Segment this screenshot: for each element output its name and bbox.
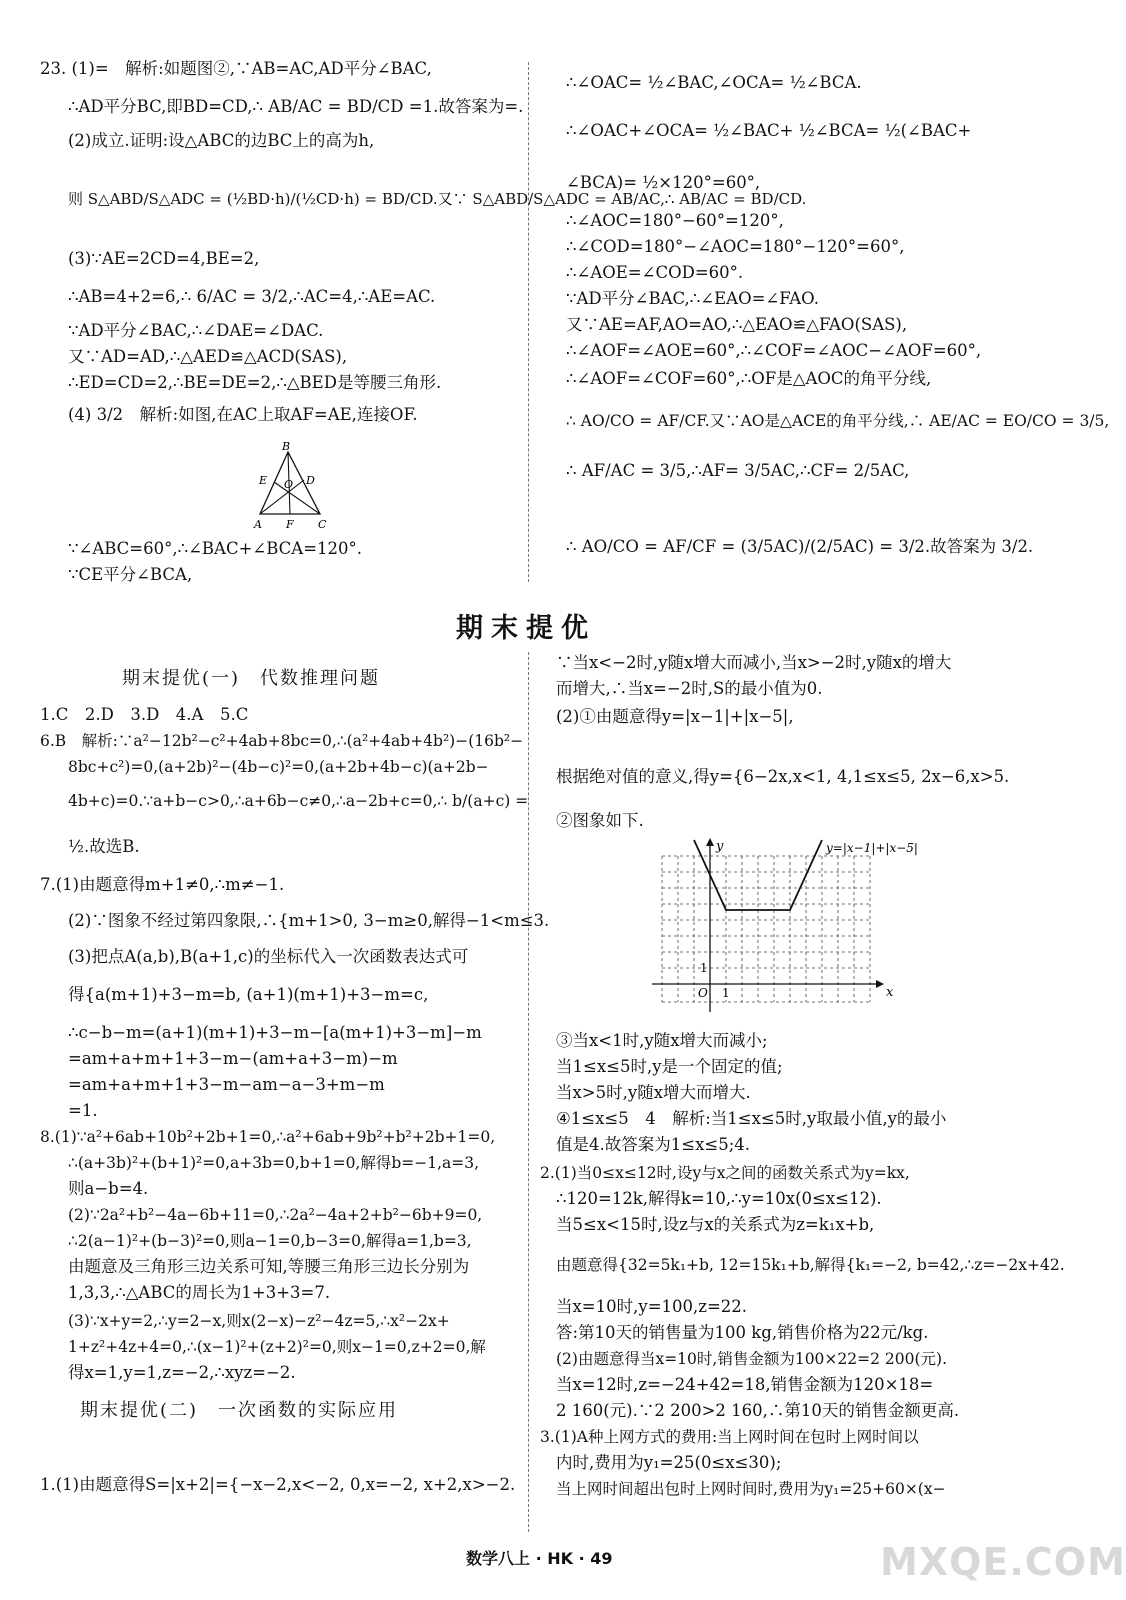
text-line: (2)∵图象不经过第四象限,∴{m+1>0, 3−m≥0,解得−1<m≤3. <box>68 911 550 930</box>
text-line: (2)成立.证明:设△ABC的边BC上的高为h, <box>68 131 375 150</box>
text-line: 当1≤x≤5时,y是一个固定的值; <box>556 1057 783 1076</box>
text-line: 则 S△ABD/S△ADC = (½BD·h)/(½CD·h) = BD/CD.又∵ S△ABD/S△ADC = AB/AC,∴ AB/AC = BD/CD. <box>68 190 807 208</box>
label-E: E <box>259 474 268 487</box>
text-line: ∴120=12k,解得k=10,∴y=10x(0≤x≤12). <box>556 1189 882 1208</box>
text-line: ∵CE平分∠BCA, <box>68 565 193 584</box>
text-line: 当x>5时,y随x增大而增大. <box>556 1083 751 1102</box>
text-line: ∴ AO/CO = AF/CF.又∵AO是△ACE的角平分线,∴ AE/AC = EO/CO = 3/5, <box>566 412 1110 430</box>
text-line: ∴AB=4+2=6,∴ 6/AC = 3/2,∴AC=4,∴AE=AC. <box>68 287 436 306</box>
text-line: ∴∠OAC= ½∠BAC,∠OCA= ½∠BCA. <box>566 73 862 92</box>
text-line: ∵∠ABC=60°,∴∠BAC+∠BCA=120°. <box>68 539 363 558</box>
text-line: ∴(a+3b)²+(b+1)²=0,a+3b=0,b+1=0,解得b=−1,a=3, <box>68 1154 480 1172</box>
text-line: ∴∠AOE=∠COD=60°. <box>566 263 744 282</box>
text-line: 则a−b=4. <box>68 1179 149 1198</box>
text-line: (3)∵x+y=2,∴y=2−x,则x(2−x)−z²−4z=5,∴x²−2x+ <box>68 1312 450 1330</box>
text-line: 答:第10天的销售量为100 kg,销售价格为22元/kg. <box>556 1323 929 1342</box>
origin-label: O <box>698 986 708 1000</box>
text-line: ④1≤x≤5 4 解析:当1≤x≤5时,y取最小值,y的最小 <box>556 1109 947 1128</box>
text-line: (3)把点A(a,b),B(a+1,c)的坐标代入一次函数表达式可 <box>68 947 469 966</box>
triangle-figure <box>246 438 336 534</box>
text-line: ③当x<1时,y随x增大而减小; <box>556 1031 768 1050</box>
text-line: =1. <box>68 1101 98 1120</box>
text-line: ∠BCA)= ½×120°=60°, <box>566 173 761 192</box>
text-line: 2.(1)当0≤x≤12时,设y与x之间的函数关系式为y=kx, <box>540 1164 910 1182</box>
text-line: =am+a+m+1+3−m−am−a−3+m−m <box>68 1075 385 1094</box>
text-line: =am+a+m+1+3−m−(am+a+3−m)−m <box>68 1049 398 1068</box>
text-line: 由题意得{32=5k₁+b, 12=15k₁+b,解得{k₁=−2, b=42,∴z=−2x+42. <box>556 1256 1065 1274</box>
text-line: ∴c−b−m=(a+1)(m+1)+3−m−[a(m+1)+3−m]−m <box>68 1023 482 1042</box>
text-line: ∴ED=CD=2,∴BE=DE=2,∴△BED是等腰三角形. <box>68 373 442 392</box>
label-F: F <box>286 518 294 531</box>
column-divider-top <box>528 62 529 582</box>
text-line: ∴ AO/CO = AF/CF = (3/5AC)/(2/5AC) = 3/2.故答案为 3/2. <box>566 537 1034 556</box>
text-line: 6.B 解析:∵a²−12b²−c²+4ab+8bc=0,∴(a²+4ab+4b²)−(16b²− <box>40 732 524 750</box>
text-line: ∵AD平分∠BAC,∴∠EAO=∠FAO. <box>566 289 819 308</box>
graph-grid <box>662 856 870 1002</box>
watermark: MXQE.COM <box>880 1540 1126 1584</box>
text-line: 由题意及三角形三边关系可知,等腰三角形三边长分别为 <box>68 1257 470 1276</box>
text-line: (2)①由题意得y=|x−1|+|x−5|, <box>556 707 794 726</box>
text-line: 当x=10时,y=100,z=22. <box>556 1297 748 1316</box>
text-line: (2)∵2a²+b²−4a−6b+11=0,∴2a²−4a+2+b²−6b+9=0, <box>68 1206 483 1224</box>
x-axis-label: x <box>886 985 894 1000</box>
text-line: 7.(1)由题意得m+1≠0,∴m≠−1. <box>40 875 285 894</box>
section-title: 期末提优 <box>456 613 596 644</box>
label-A: A <box>254 518 262 531</box>
text-line: 值是4.故答案为1≤x≤5;4. <box>556 1135 750 1154</box>
text-line: ∴∠COD=180°−∠AOC=180°−120°=60°, <box>566 237 905 256</box>
text-line: (4) 3/2 解析:如图,在AC上取AF=AE,连接OF. <box>68 405 418 424</box>
label-D: D <box>306 474 315 487</box>
text-line: 而增大,∴当x=−2时,S的最小值为0. <box>556 679 823 698</box>
text-line: ②图象如下. <box>556 811 644 830</box>
text-line: ∵AD平分∠BAC,∴∠DAE=∠DAC. <box>68 321 324 340</box>
label-C: C <box>318 518 327 531</box>
label-O: O <box>284 478 294 491</box>
text-line: ½.故选B. <box>68 837 140 856</box>
text-line: 又∵AD=AD,∴△AED≌△ACD(SAS), <box>68 347 348 366</box>
text-line: 8.(1)∵a²+6ab+10b²+2b+1=0,∴a²+6ab+9b²+b²+2b+1=0, <box>40 1128 496 1146</box>
text-line: ∴∠AOF=∠COF=60°,∴OF是△AOC的角平分线, <box>566 369 932 388</box>
text-line: 当x=12时,z=−24+42=18,销售金额为120×18= <box>556 1375 934 1394</box>
tick-one-x: 1 <box>722 986 730 1000</box>
function-graph <box>648 832 918 1022</box>
text-line: ∴∠AOC=180°−60°=120°, <box>566 211 784 230</box>
text-line: ∴ AF/AC = 3/5,∴AF= 3/5AC,∴CF= 2/5AC, <box>566 461 910 480</box>
text-line: 又∵AE=AF,AO=AO,∴△EAO≌△FAO(SAS), <box>566 315 908 334</box>
page-footer: 数学八上 · HK · 49 <box>466 1549 613 1568</box>
subsection-title-2: 期末提优(二) 一次函数的实际应用 <box>80 1400 399 1421</box>
text-line: 1,3,3,∴△ABC的周长为1+3+3=7. <box>68 1283 331 1302</box>
text-line: (3)∵AE=2CD=4,BE=2, <box>68 249 260 268</box>
text-line: 1+z²+4z+4=0,∴(x−1)²+(z+2)²=0,则x−1=0,z+2=0,解 <box>68 1338 486 1356</box>
text-line: 1.C 2.D 3.D 4.A 5.C <box>40 705 249 724</box>
text-line: 得x=1,y=1,z=−2,∴xyz=−2. <box>68 1363 296 1382</box>
text-line: ∵当x<−2时,y随x增大而减小,当x>−2时,y随x的增大 <box>556 653 952 672</box>
text-line: 内时,费用为y₁=25(0≤x≤30); <box>556 1453 782 1472</box>
tick-one-y: 1 <box>700 961 708 975</box>
text-line: ∴AD平分BC,即BD=CD,∴ AB/AC = BD/CD =1.故答案为=. <box>68 97 524 116</box>
text-line: 23. (1)= 解析:如题图②,∵AB=AC,AD平分∠BAC, <box>40 59 432 78</box>
text-line: 1.(1)由题意得S=|x+2|={−x−2,x<−2, 0,x=−2, x+2,x>−2. <box>40 1475 516 1494</box>
text-line: 当5≤x<15时,设z与x的关系式为z=k₁x+b, <box>556 1215 875 1234</box>
text-line: 当上网时间超出包时上网时间时,费用为y₁=25+60×(x− <box>556 1480 946 1498</box>
text-line: ∴∠OAC+∠OCA= ½∠BAC+ ½∠BCA= ½(∠BAC+ <box>566 121 972 140</box>
text-line: 3.(1)A种上网方式的费用:当上网时间在包时上网时间以 <box>540 1428 919 1446</box>
column-divider-bottom <box>528 652 529 1532</box>
text-line: (2)由题意得当x=10时,销售金额为100×22=2 200(元). <box>556 1350 948 1368</box>
text-line: 4b+c)=0.∵a+b−c>0,∴a+6b−c≠0,∴a−2b+c=0,∴ b/(a+c) = <box>68 792 529 810</box>
label-B: B <box>282 440 291 453</box>
text-line: 8bc+c²)=0,(a+2b)²−(4b−c)²=0,(a+2b+4b−c)(a+2b− <box>68 758 489 776</box>
curve-label: y=|x−1|+|x−5| <box>826 841 918 855</box>
y-axis-label: y <box>716 839 724 854</box>
text-line: ∴2(a−1)²+(b−3)²=0,则a−1=0,b−3=0,解得a=1,b=3, <box>68 1232 472 1250</box>
text-line: 得{a(m+1)+3−m=b, (a+1)(m+1)+3−m=c, <box>68 985 429 1004</box>
subsection-title-1: 期末提优(一) 代数推理问题 <box>122 668 381 689</box>
text-line: 根据绝对值的意义,得y={6−2x,x<1, 4,1≤x≤5, 2x−6,x>5. <box>556 767 1010 786</box>
text-line: ∴∠AOF=∠AOE=60°,∴∠COF=∠AOC−∠AOF=60°, <box>566 341 982 360</box>
text-line: 2 160(元).∵2 200>2 160,∴第10天的销售金额更高. <box>556 1401 960 1420</box>
